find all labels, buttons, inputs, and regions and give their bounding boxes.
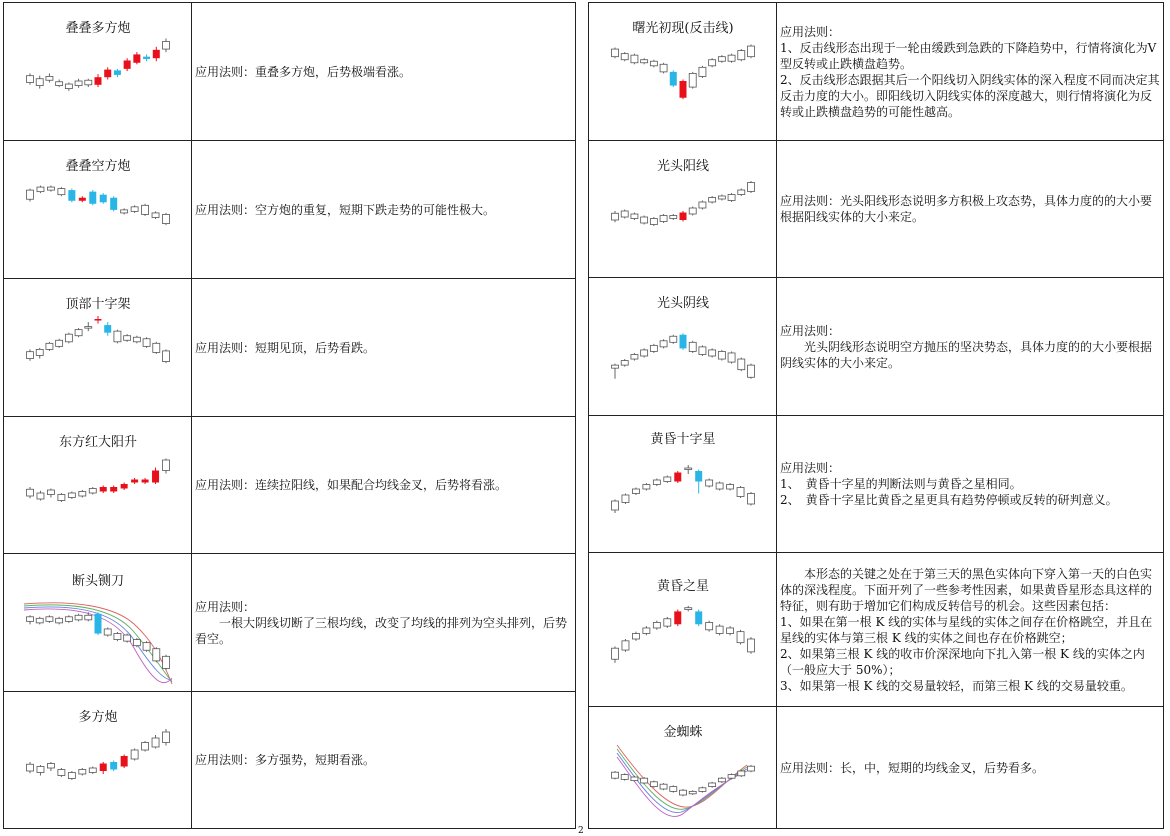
rule-line: 2、 黄昏十字星比黄昏之星更具有趋势停顿或反转的研判意义。: [780, 493, 1118, 507]
pattern-illustration: [589, 553, 777, 707]
application-rule: [192, 3, 576, 141]
candle: [152, 468, 159, 485]
candle: [748, 492, 755, 506]
candle: [631, 54, 638, 65]
rule-line: 本形态的关键之处在于第三天的黑色实体向下穿入第一天的白色实体的深浅程度。下面开列了一些参考性因素，如果黄昏星形态具这样的特征，则有助于增加它们构成反转信号的机会。这些因素包括：: [780, 566, 1153, 613]
candle: [699, 66, 706, 78]
candle: [738, 358, 745, 372]
candle: [728, 54, 735, 63]
candle: [79, 768, 86, 776]
pattern-title: 东方红大阳升: [58, 435, 137, 450]
candle: [660, 339, 667, 348]
candle: [685, 606, 692, 612]
candle: [79, 490, 86, 498]
candle: [142, 741, 149, 752]
candle: [689, 341, 696, 353]
pattern-row: [589, 553, 1164, 707]
candle: [47, 762, 54, 771]
candle: [695, 610, 702, 627]
candle: [641, 216, 648, 225]
candle: [664, 476, 671, 484]
candle: [36, 76, 43, 89]
candle: [104, 67, 111, 79]
rule-line: 2、如果第三根 K 线的收市价深深地向下扎入第一根 K 线的实体之内（一般应大于 50%）；: [780, 646, 1145, 677]
candle: [133, 52, 140, 64]
pattern-title: 黄昏之星: [656, 579, 709, 594]
candle: [727, 626, 734, 635]
pattern-illustration: [589, 141, 777, 278]
candle: [152, 735, 159, 749]
candle: [612, 771, 619, 779]
candle: [58, 493, 65, 502]
candle: [95, 316, 102, 324]
pattern-title: 叠叠空方炮: [65, 159, 131, 174]
candle: [163, 655, 170, 670]
candle: [131, 478, 138, 484]
candle: [75, 614, 82, 622]
candle: [689, 207, 696, 216]
candle: [622, 639, 629, 652]
pattern-title: 多方炮: [78, 710, 118, 725]
candle: [727, 483, 734, 491]
candle: [632, 632, 639, 641]
candle: [728, 773, 735, 779]
application-rule: [777, 707, 1164, 829]
candle: [689, 72, 696, 89]
candle: [163, 349, 170, 363]
candle: [85, 79, 92, 87]
candle: [121, 483, 128, 491]
candle: [653, 621, 660, 630]
candle: [104, 627, 111, 636]
candle: [27, 615, 34, 624]
candle: [632, 488, 639, 496]
moving-average-line: [617, 745, 747, 807]
rule-line: 应用法则：长，中，短期的均线金叉，后势看多。: [780, 760, 1045, 775]
pattern-illustration: [4, 554, 192, 692]
candle: [65, 615, 72, 623]
candle: [706, 479, 713, 488]
candle: [143, 54, 150, 61]
rule-line: 应用法则：多方强势，短期看涨。: [195, 753, 376, 767]
candle: [104, 322, 111, 336]
pattern-title: 断头铡刀: [71, 574, 124, 589]
candle: [641, 58, 648, 64]
candle: [641, 777, 648, 784]
candle: [124, 634, 131, 643]
candle: [699, 787, 706, 793]
candle: [114, 632, 121, 641]
candle: [660, 783, 667, 790]
candle: [716, 482, 723, 491]
candle: [631, 353, 638, 361]
moving-average-line: [617, 753, 747, 813]
right-pattern-table: [588, 2, 1164, 829]
application-rule: [192, 279, 576, 417]
candle: [670, 335, 677, 344]
application-rule: [192, 141, 576, 279]
candle: [680, 333, 687, 350]
candle: [133, 336, 140, 344]
pattern-row: [4, 417, 576, 554]
candle: [58, 187, 65, 196]
candle: [153, 647, 160, 662]
pattern-title: 黄昏十字星: [650, 432, 716, 447]
candle: [728, 351, 735, 363]
candle: [37, 765, 44, 776]
pattern-illustration: [4, 141, 192, 279]
candle: [37, 186, 44, 194]
candle: [718, 55, 725, 63]
pattern-title: 叠叠多方炮: [65, 21, 131, 36]
candle: [36, 348, 43, 359]
application-rule: [192, 692, 576, 829]
candle: [621, 210, 628, 219]
candle: [660, 214, 667, 223]
application-rule: [192, 417, 576, 554]
candle: [121, 208, 128, 214]
pattern-row: [589, 278, 1164, 416]
rule-line: 1、反击线形态出现于一轮由缓跌到急跌的下降趋势中，行情将演化为V 型反转或止跌横盘趋势。: [780, 40, 1157, 71]
application-rule: [777, 416, 1164, 553]
page-number: 2: [578, 826, 584, 836]
candle: [152, 211, 159, 219]
candle: [653, 479, 660, 487]
candle: [748, 45, 755, 59]
rule-line: 应用法则：连续拉阳线，如果配合均线金叉，后势将看涨。: [195, 478, 508, 492]
pattern-illustration: [4, 692, 192, 829]
candle: [709, 58, 716, 67]
candle: [131, 749, 138, 761]
candle: [641, 348, 648, 357]
rule-line: 应用法则：: [195, 599, 256, 614]
candle: [748, 765, 755, 772]
candle: [748, 637, 755, 654]
candle: [110, 486, 117, 494]
rule-line: 1、 黄昏十字星的判断法则与黄昏之星相同。: [780, 477, 1022, 491]
candle: [100, 193, 107, 204]
pattern-row: [4, 554, 576, 692]
candle: [110, 761, 117, 772]
candle: [47, 186, 54, 192]
candle: [85, 612, 92, 621]
candle: [612, 646, 619, 663]
candle: [699, 201, 706, 210]
candle: [738, 189, 745, 197]
pattern-illustration: [589, 278, 777, 416]
pattern-row: [4, 692, 576, 829]
candle: [612, 500, 619, 514]
rule-line: 应用法则：: [780, 461, 841, 475]
candle: [718, 350, 725, 361]
candle: [27, 189, 34, 202]
pattern-row: [589, 416, 1164, 553]
candle: [674, 610, 681, 627]
pattern-illustration: [589, 416, 777, 553]
candle: [737, 486, 744, 498]
candle: [56, 79, 63, 87]
candle: [153, 47, 160, 61]
pattern-row: [4, 141, 576, 279]
rule-line: 应用法则：重叠多方炮，后势极端看涨。: [195, 64, 412, 79]
rule-line: 一根大阴线切断了三根均线，改变了均线的排列为空头排列，后势看空。: [195, 615, 568, 646]
candle: [46, 342, 53, 351]
pattern-row: [589, 141, 1164, 278]
candle: [95, 74, 102, 87]
candle: [89, 487, 96, 495]
candle: [643, 483, 650, 491]
candle: [685, 465, 692, 474]
candle: [75, 79, 82, 88]
candle: [163, 213, 170, 225]
candle: [27, 73, 34, 84]
candle: [124, 58, 131, 71]
candle: [56, 339, 63, 348]
candle: [680, 789, 687, 796]
candle: [612, 211, 619, 222]
candle: [680, 211, 687, 222]
candle: [631, 213, 638, 221]
rule-line: 2、反击线形态跟据其后一个阳线切入阴线实体的深入程度不同而决定其反击力度的大小。即阳线切入阴线实体的深度越大，则行情将演化为反转或止跌横盘趋势的可能性越高。: [780, 72, 1160, 119]
rule-line: 应用法则：: [780, 323, 841, 338]
rule-line: 光头阴线形态说明空方抛压的坚决势态，具体力度的的大小要根据阴线实体的大小来定。: [780, 339, 1153, 370]
moving-average-line: [617, 757, 747, 817]
candle: [65, 333, 72, 344]
pattern-illustration: [4, 3, 192, 141]
candle: [68, 189, 75, 203]
candle: [58, 768, 65, 777]
pattern-title: 光头阴线: [656, 296, 709, 311]
candle: [121, 755, 128, 769]
pattern-illustration: [589, 707, 777, 829]
candle: [143, 641, 150, 652]
candle: [68, 771, 75, 780]
pattern-title: 金蜘蛛: [663, 725, 703, 740]
candle: [738, 49, 745, 61]
candle: [709, 782, 716, 788]
candle: [163, 38, 170, 52]
candle: [163, 459, 170, 474]
candle: [612, 364, 619, 379]
candle: [650, 217, 657, 226]
candle: [153, 342, 160, 354]
candle: [27, 762, 34, 773]
candle: [56, 617, 63, 625]
candle: [689, 790, 696, 795]
candle: [27, 487, 34, 498]
candle: [100, 762, 107, 774]
candle: [621, 359, 628, 367]
candle: [124, 334, 131, 342]
candle: [643, 626, 650, 635]
left-pattern-table: [3, 2, 576, 829]
candle: [612, 48, 619, 59]
candle: [114, 69, 121, 77]
candle: [85, 322, 92, 331]
rule-line: 应用法则：空方炮的重复，短期下跌走势的可能性极大。: [195, 202, 496, 217]
candle: [621, 773, 628, 780]
candle: [718, 195, 725, 201]
candle: [131, 205, 138, 213]
candle: [670, 70, 677, 87]
candle: [133, 638, 140, 647]
candle: [680, 79, 687, 99]
rule-line: 应用法则：短期见顶，后势看跌。: [195, 340, 376, 355]
candle: [670, 214, 677, 220]
application-rule: [777, 3, 1164, 141]
candle: [46, 73, 53, 82]
pattern-row: [4, 279, 576, 417]
candle: [142, 204, 149, 216]
candle: [631, 776, 638, 782]
candle: [709, 348, 716, 357]
candle: [650, 781, 657, 788]
candle: [728, 193, 735, 202]
rule-line: 3、如果第一根 K 线的交易量较轻，而第三根 K 线的交易量较重。: [780, 678, 1133, 693]
application-rule: [777, 141, 1164, 278]
candle: [36, 617, 43, 625]
candle: [100, 486, 107, 494]
candle: [622, 494, 629, 505]
candle: [68, 492, 75, 500]
candle: [95, 612, 102, 635]
rule-line: 1、如果在第一根 K 线的实体与星线的实体之间存在价格跳空，并且在星线的实体与第三根 K 线的实体之间也存在价格跳空；: [780, 614, 1153, 645]
candle: [47, 489, 54, 498]
candle: [660, 63, 667, 74]
candle: [89, 190, 96, 205]
candle: [737, 630, 744, 645]
pattern-illustration: [4, 279, 192, 417]
candle: [621, 52, 628, 61]
application-rule: [192, 554, 576, 692]
candle: [664, 617, 671, 628]
candle: [674, 471, 681, 483]
application-rule: [777, 278, 1164, 416]
candle: [695, 470, 702, 494]
candle: [143, 337, 150, 348]
pattern-illustration: [589, 3, 777, 141]
pattern-title: 光头阳线: [656, 159, 709, 174]
pattern-row: [589, 3, 1164, 141]
candle: [89, 767, 96, 775]
candle: [650, 60, 657, 68]
candle: [27, 349, 34, 360]
pattern-illustration: [4, 417, 192, 554]
rule-line: 应用法则：光头阳线形态说明多方积极上攻态势，具体力度的的大小要根据阳线实体的大小来定。: [780, 194, 1153, 224]
candle: [37, 491, 44, 501]
candle: [163, 729, 170, 746]
candle: [65, 83, 72, 91]
candle: [706, 621, 713, 632]
pattern-row: [4, 3, 576, 141]
candle: [748, 364, 755, 379]
candle: [79, 196, 86, 202]
candle: [110, 196, 117, 211]
pattern-row: [589, 707, 1164, 829]
candle: [748, 181, 755, 193]
rule-line: 应用法则：: [780, 24, 841, 39]
pattern-title: 曙光初现(反击线): [632, 21, 734, 36]
candle: [650, 344, 657, 353]
candle: [75, 328, 82, 337]
candle: [114, 330, 121, 344]
candle: [670, 785, 677, 792]
candle: [718, 777, 725, 783]
candle: [142, 478, 149, 484]
application-rule: [777, 553, 1164, 707]
candle: [709, 196, 716, 204]
candle: [46, 615, 53, 623]
candle: [699, 345, 706, 356]
pattern-title: 顶部十字架: [65, 297, 131, 312]
candle: [738, 770, 745, 777]
candle: [716, 624, 723, 635]
